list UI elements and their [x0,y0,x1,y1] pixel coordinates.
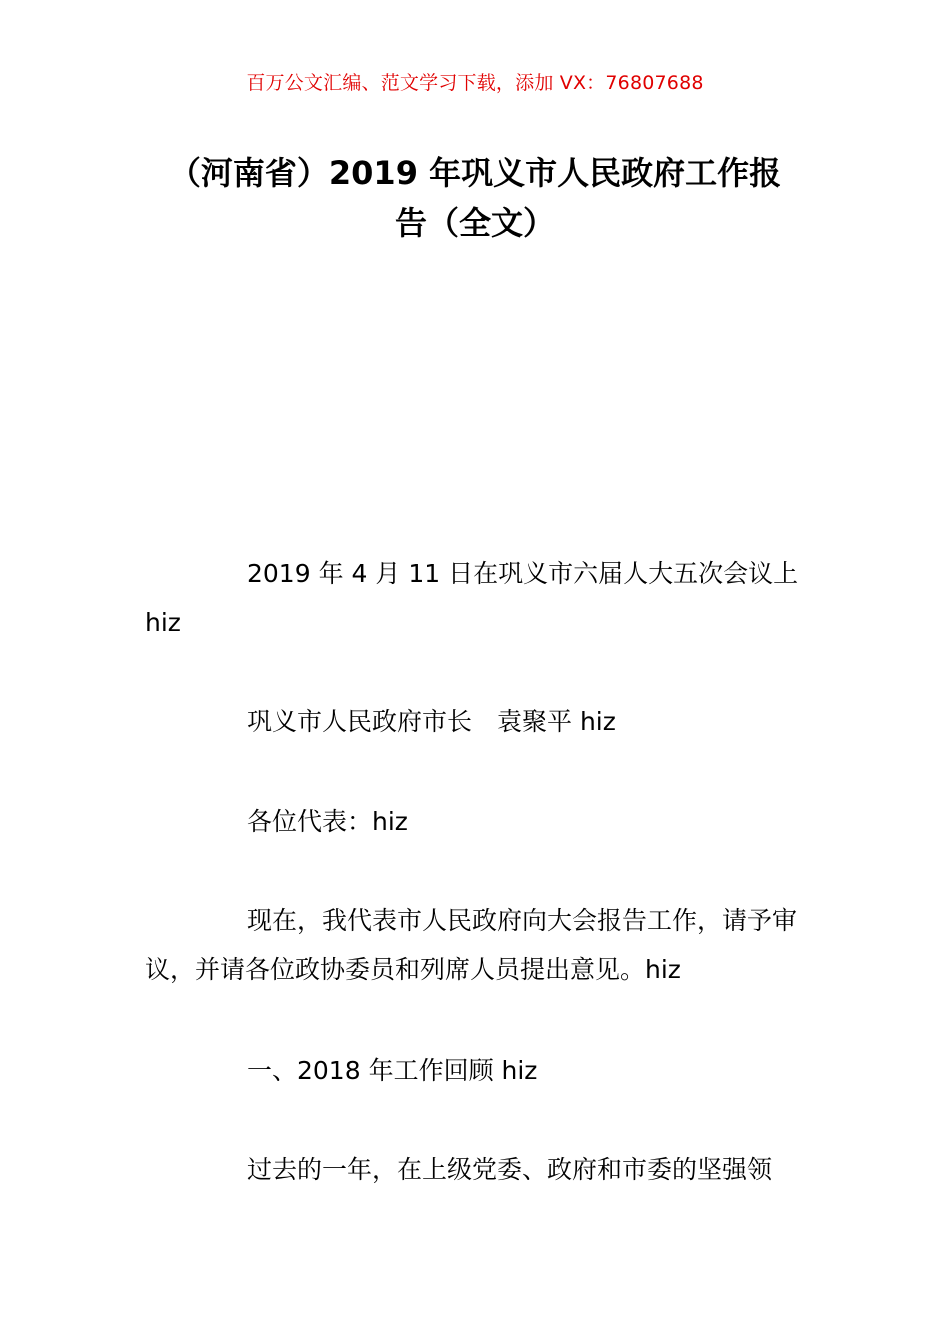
paragraph-review-start: 过去的一年，在上级党委、政府和市委的坚强领 [247,1155,773,1184]
paragraph-salutation: 各位代表：hiz [247,807,408,836]
document-title-line-1: （河南省）2019 年巩义市人民政府工作报 [168,154,782,192]
paragraph-intro: 现在，我代表市人民政府向大会报告工作，请予审议，并请各位政协委员和列席人员提出意见。hiz [145,906,798,984]
document-title [140,148,810,248]
document-title-line-2: 告（全文） [394,204,555,242]
section-heading-review: 一、2018 年工作回顾 hiz [247,1056,538,1085]
header-note: 百万公文汇编、范文学习下载，添加 VX：76807688 [246,72,704,94]
paragraph-date-meeting: 2019 年 4 月 11 日在巩义市六届人大五次会议上 hiz [145,559,799,637]
paragraph-mayor: 巩义市人民政府市长 袁聚平 hiz [247,707,616,736]
